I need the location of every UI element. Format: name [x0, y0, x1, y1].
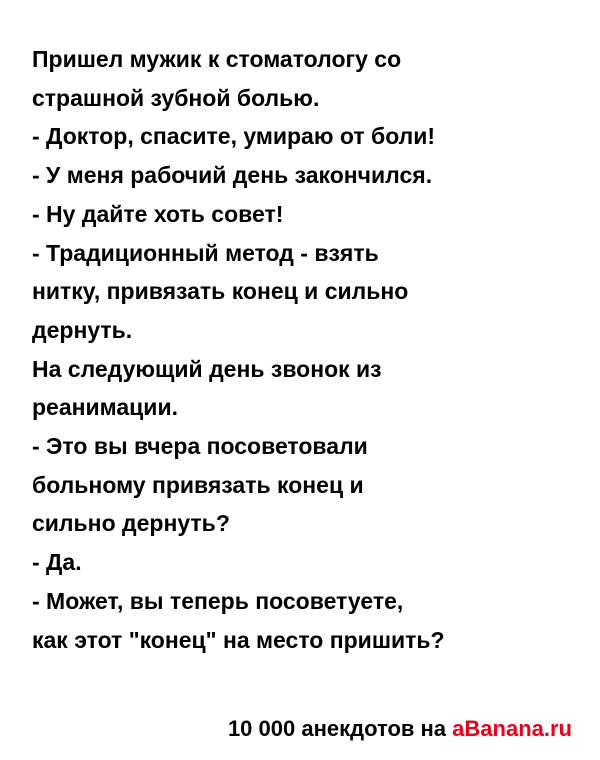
joke-line: - Ну дайте хоть совет!: [32, 200, 284, 227]
joke-line: дернуть.: [32, 316, 133, 343]
joke-line: - Традиционный метод - взять: [32, 239, 379, 266]
brand-link[interactable]: aBanana.ru: [452, 716, 572, 741]
joke-line: На следующий день звонок из: [32, 355, 382, 382]
joke-line: больному привязать конец и: [32, 471, 364, 498]
joke-line: - Доктор, спасите, умираю от боли!: [32, 123, 436, 150]
joke-text: [32, 40, 572, 659]
joke-line: как этот "конец" на место пришить?: [32, 626, 445, 653]
footer-credit: [228, 714, 572, 744]
joke-line: Пришел мужик к стоматологу со: [32, 46, 402, 72]
joke-line: реанимации.: [32, 394, 178, 421]
footer-prefix: 10 000 анекдотов на: [227, 716, 453, 741]
joke-line: страшной зубной болью.: [32, 84, 320, 111]
joke-line: сильно дернуть?: [32, 510, 230, 537]
joke-line: - Это вы вчера посоветовали: [32, 433, 368, 460]
joke-line: нитку, привязать конец и сильно: [32, 278, 409, 305]
joke-line: - Может, вы теперь посоветуете,: [32, 587, 404, 614]
joke-line: - У меня рабочий день закончился.: [32, 162, 433, 189]
joke-line: - Да.: [32, 549, 82, 576]
